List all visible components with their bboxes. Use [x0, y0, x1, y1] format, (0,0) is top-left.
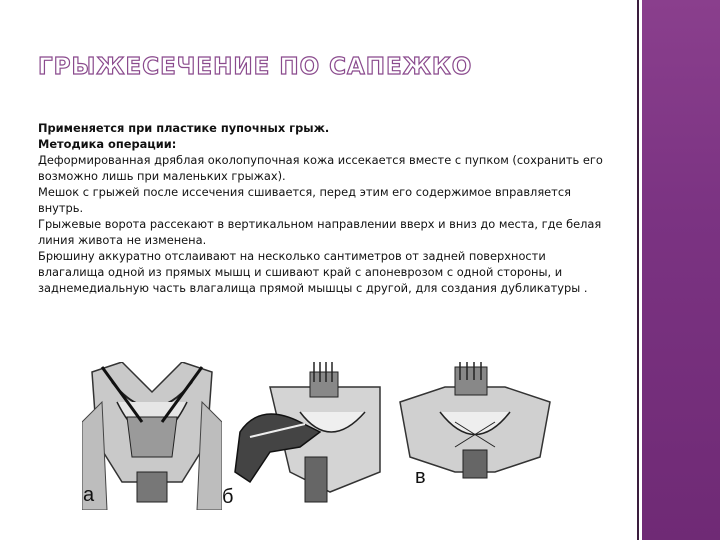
- figure-label-a: а: [83, 484, 95, 506]
- slide-title: ГРЫЖЕСЕЧЕНИЕ ПО САПЕЖКО: [38, 54, 473, 80]
- surgical-illustration-a-icon: [82, 362, 222, 510]
- figure-label-c: в: [415, 466, 426, 488]
- paragraph-step-3: Грыжевые ворота рассекают в вертикальном направлении вверх и вниз до места, где белая линия живота не изменена.: [38, 217, 602, 247]
- body-text: [38, 120, 613, 296]
- surgical-illustration-c-icon: [395, 362, 555, 480]
- paragraph-indication: Применяется при пластике пупочных грыж.: [38, 121, 330, 135]
- paragraph-step-4: Брюшину аккуратно отслаивают на несколько сантиметров от задней поверхности влагалища одной из прямых мышц и сшивают край с апоневрозом с одной стороны, и заднемедиальную часть влагалища прямой мышцы с другой, для создания дубликатуры .: [38, 249, 588, 295]
- accent-divider: [637, 0, 639, 540]
- surgical-illustration-b-icon: [230, 362, 390, 510]
- paragraph-method-heading: Методика операции:: [38, 137, 177, 151]
- paragraph-step-2: Мешок с грыжей после иссечения сшивается, перед этим его содержимое вправляется внутрь.: [38, 185, 571, 215]
- paragraph-step-1: Деформированная дряблая околопупочная кожа иссекается вместе с пупком (сохранить его возможно лишь при маленьких грыжах).: [38, 153, 603, 183]
- accent-band: [642, 0, 720, 540]
- figure-label-b: б: [222, 486, 234, 508]
